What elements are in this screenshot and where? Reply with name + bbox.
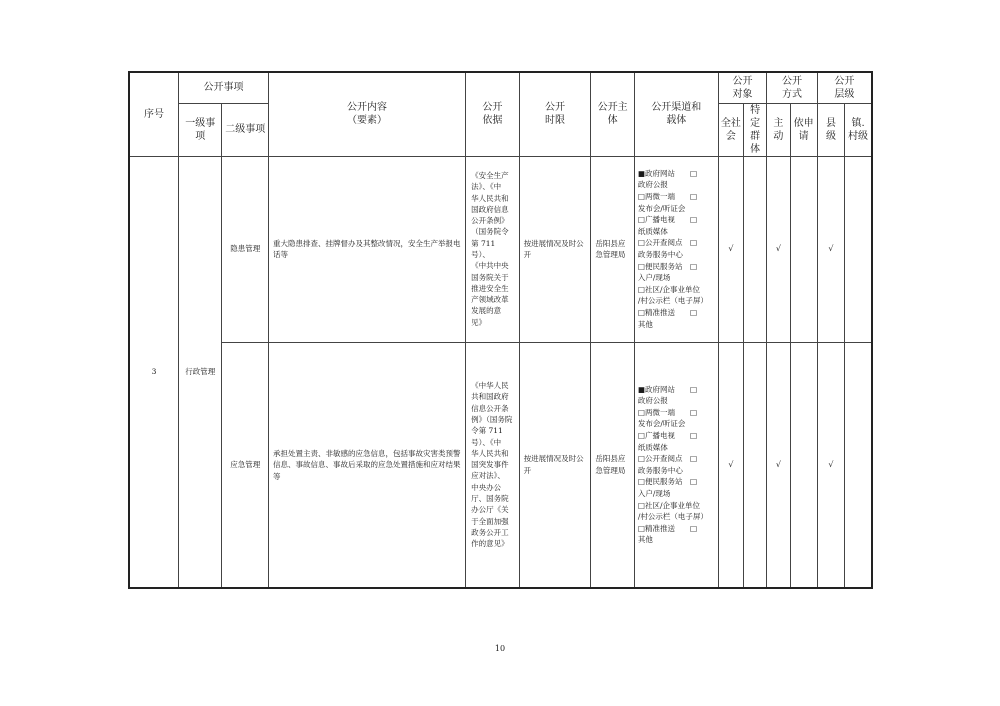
- table-row: [129, 342, 872, 588]
- header-time-limit: 公开 时限: [519, 72, 591, 156]
- row-level2: 应急管理: [222, 342, 269, 588]
- header-channels: 公开渠道和 载体: [634, 72, 718, 156]
- row-time-limit: 按进展情况及时公开: [519, 156, 591, 342]
- disclosure-table-container: [128, 71, 873, 589]
- table-row: [129, 156, 872, 342]
- header-lvl-county: 县 级: [817, 103, 844, 156]
- row-basis: 《安全生产 法》、《中 华人民共和 国政府信息 公开条例》 （国务院令 第 711 号）、 《中共中央 国务院关于 推进安全生 产领域改革 发展的意 见》: [466, 156, 520, 342]
- header-mode-group: 公开 方式: [767, 72, 818, 103]
- row-lvl-county: √: [817, 156, 844, 342]
- row-mode-request: [790, 156, 817, 342]
- header-mode-request: 依申 请: [790, 103, 817, 156]
- row-obj-specific: [744, 342, 767, 588]
- header-content: 公开内容 （要素）: [268, 72, 465, 156]
- row-time-limit: 按进展情况及时公开: [519, 342, 591, 588]
- row-content: 重大隐患排查、挂牌督办及其整改情况，安全生产举报电话等: [268, 156, 465, 342]
- header-obj-specific: 特定 群体: [744, 103, 767, 156]
- row-mode-request: [790, 342, 817, 588]
- header-object-group: 公开 对象: [718, 72, 767, 103]
- row-level1: 行政管理: [179, 156, 222, 588]
- row-content: 承担处置主责、非敏感的应急信息，包括事故灾害类预警信息、事故信息、事故后采取的应急处置措施和应对结果等: [268, 342, 465, 588]
- row-subject: 岳阳县应急管理局: [591, 342, 634, 588]
- page-number: 10: [494, 644, 506, 653]
- row-level2: 隐患管理: [222, 156, 269, 342]
- header-subject: 公开主 体: [591, 72, 634, 156]
- row-obj-specific: [744, 156, 767, 342]
- header-level-group: 公开 层级: [817, 72, 872, 103]
- row-lvl-town: [845, 342, 872, 588]
- header-level2: 二级事项: [222, 103, 269, 156]
- header-seq: 序号: [129, 72, 179, 156]
- row-seq: 3: [129, 156, 179, 588]
- row-channels: ■政府网站 □ 政府公报 □两微一端 □ 发布会/听证会 □广播电视 □ 纸质媒体 □公开查阅点 □ 政务服务中心 □便民服务站 □ 入户/现场 □社区/企事业单位 /村公示栏（电子屏） □精准推送 □ 其他: [634, 156, 718, 342]
- row-mode-active: √: [767, 156, 790, 342]
- row-lvl-county: √: [817, 342, 844, 588]
- header-level1: 一级事项: [179, 103, 222, 156]
- row-obj-all: √: [718, 156, 743, 342]
- row-channels: ■政府网站 □ 政府公报 □两微一端 □ 发布会/听证会 □广播电视 □ 纸质媒体 □公开查阅点 □ 政务服务中心 □便民服务站 □ 入户/现场 □社区/企事业单位 /村公示栏（电子屏） □精准推送 □ 其他: [634, 342, 718, 588]
- row-mode-active: √: [767, 342, 790, 588]
- header-obj-all: 全社 会: [718, 103, 743, 156]
- header-mode-active: 主 动: [767, 103, 790, 156]
- header-item-group: 公开事项: [179, 72, 269, 103]
- row-subject: 岳阳县应急管理局: [591, 156, 634, 342]
- disclosure-table: [128, 71, 873, 589]
- row-obj-all: √: [718, 342, 743, 588]
- header-lvl-town: 镇. 村级: [845, 103, 872, 156]
- header-basis: 公开 依据: [466, 72, 520, 156]
- row-basis: 《中华人民 共和国政府 信息公开条 例》（国务院 令第 711 号）、《中 华人民共和 国突发事件 应对法》、 中央办公 厅、国务院 办公厅《关 于全面加强 政务公开工 作的意见》: [466, 342, 520, 588]
- row-lvl-town: [845, 156, 872, 342]
